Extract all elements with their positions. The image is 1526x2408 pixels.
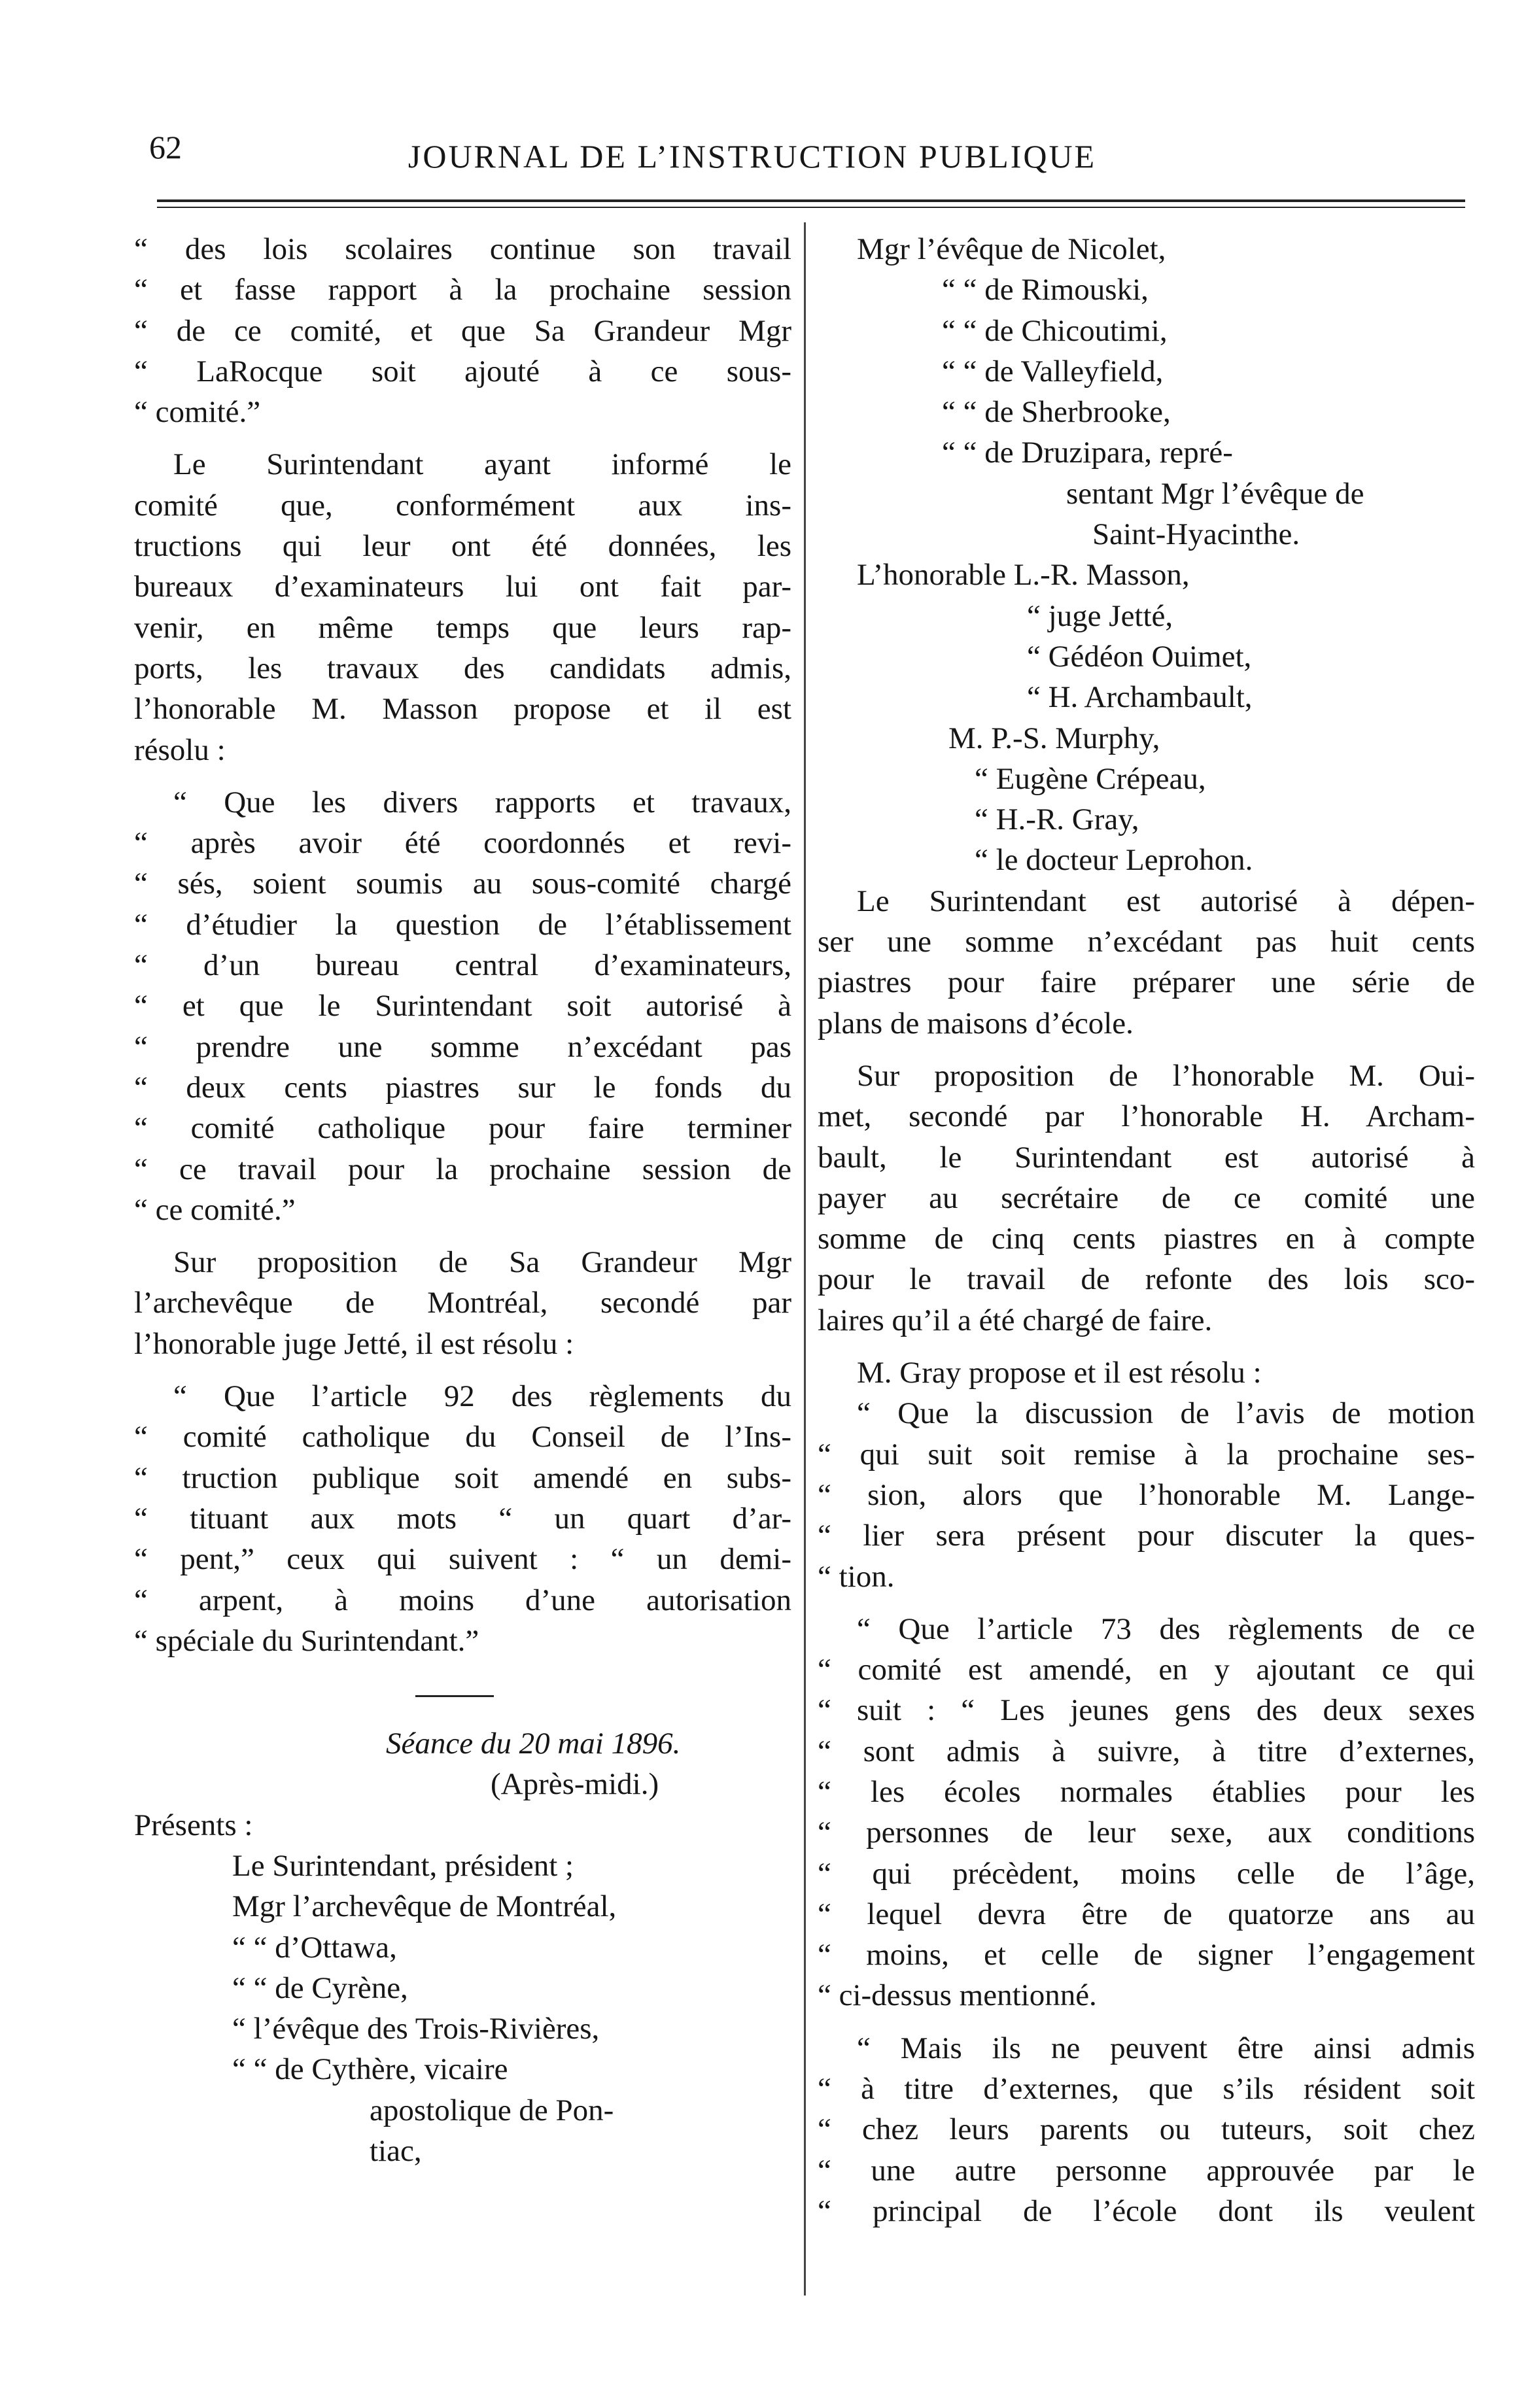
text-line: ser une somme n’excédant pas huit cents	[818, 925, 1475, 959]
text-line: “ lequel devra être de quatorze ans au	[818, 1897, 1475, 1931]
page-number: 62	[149, 129, 182, 165]
text-line: l’archevêque de Montréal, secondé par	[134, 1286, 791, 1320]
text-line: “ LaRocque soit ajouté à ce sous-	[134, 354, 791, 388]
text-line: “ chez leurs parents ou tuteurs, soit chez	[818, 2112, 1475, 2147]
text-line: “ et que le Surintendant soit autorisé à	[134, 989, 791, 1023]
paragraph	[818, 1609, 1475, 2016]
attendee: “ “ de Sherbrooke,	[942, 395, 1171, 430]
paragraph	[134, 444, 791, 770]
column-divider	[804, 222, 806, 2296]
text-line: “ comité est amendé, en y ajoutant ce qui	[818, 1653, 1475, 1687]
text-line: “ de ce comité, et que Sa Grandeur Mgr	[134, 313, 791, 348]
text-line: bault, le Surintendant est autorisé à	[818, 1140, 1475, 1175]
attendee: Saint-Hyacinthe.	[1092, 517, 1300, 552]
text-line: pour le travail de refonte des lois sco-	[818, 1262, 1475, 1297]
text-line: “ comité.”	[134, 395, 261, 430]
text-line: “ une autre personne approuvée par le	[818, 2153, 1475, 2188]
text-line: laires qu’il a été chargé de faire.	[818, 1303, 1213, 1337]
attendee: “ H. Archambault,	[1027, 680, 1253, 715]
paragraph	[134, 1376, 791, 1661]
text-line: M. Gray propose et il est résolu :	[857, 1356, 1262, 1390]
text-line: “ lier sera présent pour discuter la ques-	[818, 1519, 1475, 1553]
text-line: comité que, conformément aux ins-	[134, 488, 791, 523]
paragraph	[818, 2028, 1475, 2231]
text-line: l’honorable juge Jetté, il est résolu :	[134, 1326, 574, 1361]
page-header	[137, 105, 1328, 183]
text-line: “ sés, soient soumis au sous-comité chargé	[134, 867, 791, 901]
right-column	[818, 229, 1475, 2231]
text-line: “ truction publique soit amendé en subs-	[134, 1460, 791, 1495]
attendee-list	[818, 229, 1475, 881]
attendee: “ H.-R. Gray,	[975, 802, 1139, 837]
text-line: “ Que l’article 92 des règlements du	[173, 1379, 791, 1414]
attendee: “ juge Jetté,	[1027, 598, 1173, 633]
text-line: Le Surintendant est autorisé à dépen-	[857, 884, 1475, 918]
text-line: “ d’un bureau central d’examinateurs,	[134, 948, 791, 983]
attendee: apostolique de Pon-	[370, 2093, 614, 2127]
text-line: l’honorable M. Masson propose et il est	[134, 692, 791, 727]
text-line: “ Que l’article 73 des règlements de ce	[857, 1611, 1475, 1646]
attendee: “ Gédéon Ouimet,	[1027, 639, 1252, 674]
session-time: (Après-midi.)	[491, 1767, 659, 1802]
attendee: “ l’évêque des Trois-Rivières,	[232, 2012, 600, 2046]
text-line: résolu :	[134, 732, 226, 767]
text-line: “ sion, alors que l’honorable M. Lange-	[818, 1477, 1475, 1512]
text-line: “ à titre d’externes, que s’ils résident soit	[818, 2072, 1475, 2107]
text-line: “ Mais ils ne peuvent être ainsi admis	[857, 2031, 1475, 2065]
text-line: “ tion.	[818, 1559, 895, 1594]
attendee: L’honorable L.-R. Masson,	[857, 558, 1190, 593]
text-line: “ arpent, à moins d’une autorisation	[134, 1583, 791, 1617]
left-column	[134, 229, 791, 2171]
text-line: “ ce comité.”	[134, 1192, 296, 1227]
attendee: “ “ d’Ottawa,	[232, 1930, 397, 1965]
text-line: tructions qui leur ont été données, les	[134, 529, 791, 564]
attendee: “ Eugène Crépeau,	[975, 761, 1206, 796]
attendee: Mgr l’évêque de Nicolet,	[857, 232, 1166, 266]
attendee: “ “ de Chicoutimi,	[942, 313, 1168, 348]
attendee-list	[134, 1846, 791, 2171]
text-line: venir, en même temps que leurs rap-	[134, 610, 791, 645]
text-line: “ principal de l’école dont ils veulent	[818, 2193, 1475, 2228]
text-line: met, secondé par l’honorable H. Archam-	[818, 1099, 1475, 1134]
text-line: “ moins, et celle de signer l’engagement	[818, 1938, 1475, 1972]
attendee: “ le docteur Leprohon.	[975, 843, 1253, 878]
text-line: “ et fasse rapport à la prochaine session	[134, 273, 791, 307]
text-line: piastres pour faire préparer une série de	[818, 965, 1475, 1000]
attendee: “ “ de Druzipara, repré-	[942, 436, 1233, 470]
paragraph	[134, 229, 791, 432]
text-line: “ personnes de leur sexe, aux conditions	[818, 1815, 1475, 1850]
text-line: “ Que la discussion de l’avis de motion	[857, 1396, 1475, 1431]
attendee: tiac,	[370, 2134, 422, 2169]
text-line: “ sont admis à suivre, à titre d’externes,	[818, 1734, 1475, 1768]
text-line: “ après avoir été coordonnés et revi-	[134, 826, 791, 861]
text-line: “ Que les divers rapports et travaux,	[173, 785, 791, 819]
header-rule	[157, 199, 1465, 202]
text-line: “ les écoles normales établies pour les	[818, 1774, 1475, 1809]
text-line: “ ce travail pour la prochaine session de	[134, 1152, 791, 1186]
text-line: “ prendre une somme n’excédant pas	[134, 1029, 791, 1064]
text-line: “ des lois scolaires continue son travail	[134, 232, 791, 266]
text-line: “ qui suit soit remise à la prochaine ses-	[818, 1437, 1475, 1471]
paragraph	[818, 1056, 1475, 1341]
text-line: “ suit : “ Les jeunes gens des deux sexes	[818, 1693, 1475, 1728]
attendee: “ “ de Cyrène,	[232, 1970, 408, 2005]
attendee: “ “ de Rimouski,	[942, 273, 1149, 307]
text-line: “ comité catholique pour faire terminer	[134, 1111, 791, 1146]
text-line: “ pent,” ceux qui suivent : “ un demi-	[134, 1542, 791, 1577]
running-title: JOURNAL DE L’INSTRUCTION PUBLIQUE	[408, 138, 1097, 175]
attendee: M. P.-S. Murphy,	[948, 721, 1160, 755]
text-line: plans de maisons d’école.	[818, 1006, 1134, 1041]
attendee: Mgr l’archevêque de Montréal,	[232, 1889, 617, 1924]
text-line: “ ci-dessus mentionné.	[818, 1978, 1097, 2013]
section-separator	[415, 1695, 494, 1697]
text-line: Sur proposition de Sa Grandeur Mgr	[173, 1245, 791, 1280]
paragraph	[818, 881, 1475, 1044]
attendee: “ “ de Cythère, vicaire	[232, 2052, 508, 2087]
text-line: “ tituant aux mots “ un quart d’ar-	[134, 1501, 791, 1536]
text-line: “ deux cents piastres sur le fonds du	[134, 1070, 791, 1105]
text-line: “ d’étudier la question de l’établissement	[134, 907, 791, 942]
text-line: bureaux d’examinateurs lui ont fait par-	[134, 570, 791, 604]
text-line: “ comité catholique du Conseil de l’Ins-	[134, 1420, 791, 1454]
presents-label: Présents :	[134, 1808, 253, 1842]
text-line: “ spéciale du Surintendant.”	[134, 1623, 479, 1658]
text-line: somme de cinq cents piastres en à compte	[818, 1222, 1475, 1256]
paragraph	[134, 1242, 791, 1364]
text-line: Sur proposition de l’honorable M. Oui-	[857, 1058, 1475, 1093]
paragraph	[134, 782, 791, 1230]
attendee: “ “ de Valleyfield,	[942, 354, 1164, 388]
attendee: Le Surintendant, président ;	[232, 1848, 574, 1883]
text-line: “ qui précèdent, moins celle de l’âge,	[818, 1856, 1475, 1891]
text-line: ports, les travaux des candidats admis,	[134, 651, 791, 685]
attendee: sentant Mgr l’évêque de	[1066, 476, 1364, 511]
paragraph	[818, 1393, 1475, 1596]
text-line: Le Surintendant ayant informé le	[173, 447, 791, 482]
header-rule-thin	[157, 207, 1465, 208]
paragraph	[818, 1352, 1475, 1393]
session-date: Séance du 20 mai 1896.	[386, 1727, 681, 1761]
text-line: payer au secrétaire de ce comité une	[818, 1180, 1475, 1215]
